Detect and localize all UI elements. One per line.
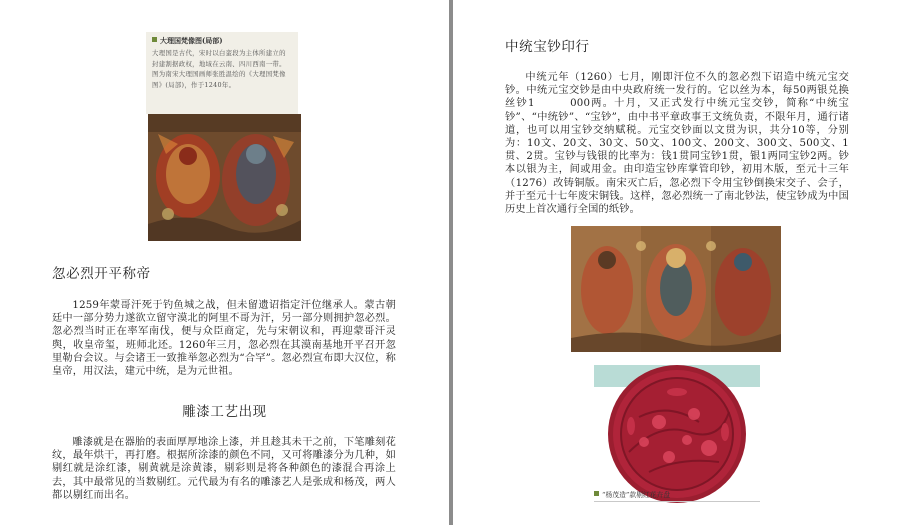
image-caption-box xyxy=(146,32,298,114)
caption-body: 大理国是古代，宋时以白蛮段为主体所建立的封建割据政权，地域在云南、四川西南一带。图为南宋大理国画师张胜温绘的《大理国梵像图》(局部)，作于1240年。 xyxy=(152,49,286,89)
carved-lacquer-plate-image xyxy=(599,362,756,507)
caption-underline xyxy=(594,501,760,502)
buddhist-mural-illustration xyxy=(571,226,781,352)
section-paragraph-paper-money xyxy=(505,71,849,216)
left-page xyxy=(0,0,449,525)
paragraph-text: 1259年蒙哥汗死于钓鱼城之战，但未留遗诏指定汗位继承人。蒙古朝廷中一部分势力遂欲立留守漠北的阿里不哥为汗，另一部分则拥护忽必烈。忽必烈当时正在率军南伐，便与众臣商定，先与宋朝议和，再迎蒙哥汗灵舆，收皇帝玺，班师北还。1260年三月，忽必烈在其漠南基地开平召开忽里勒台会议。与会诸王一致推举忽必烈为“合罕”。忽必烈宣布即大汉位，称皇帝，用汉法，建元中统，是为元世祖。 xyxy=(52,300,396,378)
section-heading-kublai: 忽必烈开平称帝 xyxy=(52,266,151,282)
mural-painting-illustration xyxy=(148,114,301,241)
section-heading-paper-money: 中统宝钞印行 xyxy=(505,39,590,55)
buddhist-mural-image xyxy=(571,226,781,352)
section-heading-lacquer: 雕漆工艺出现 xyxy=(182,404,267,420)
caption-title: 大理国梵像图(局部) xyxy=(160,36,223,45)
paragraph-text: 中统元年（1260）七月，刚即汗位不久的忽必烈下诏造中统元宝交钞。中统元宝交钞是由中央政府统一发行的。它以丝为本，每50两银兑换丝钞1 000两。十月，又正式发行中统元宝交钞，简称“中统宝钞”、“中统钞”、“宝钞”，由中书平章政事王文统负责，不限年月，通行诸道，也可以用宝钞交纳赋税。元宝交钞面以文贯为识，共分10等，分别为：10文、20文、30文、50文、100文、200文、300文、500文、1贯、2贯。宝钞与钱银的比率为：钱1贯同宝钞1贯，银1两同宝钞2两。钞本以银为主，间或用金。由印造宝钞库掌管印钞，初用木版，至元十三年（1276）改铸铜版。南宋灭亡后，忽必烈下令用宝钞倒换宋交子、会子，并于至元十七年废宋铜钱。这样，忽必烈统一了南北钞法，使宝钞成为中国历史上首次通行全国的纸钞。 xyxy=(505,72,849,216)
right-page xyxy=(453,0,900,525)
mural-painting-image xyxy=(148,114,301,241)
caption-bullet-icon xyxy=(152,37,157,42)
carved-lacquer-plate-illustration xyxy=(599,362,756,507)
paragraph-text: 雕漆就是在器胎的表面厚厚地涂上漆，并且趁其未干之前，下笔雕刻花纹，最年烘干，再打磨。根据所涂漆的颜色不同，又可将雕漆分为几种，如剔红就是涂红漆，剔黄就是涂黄漆，剔彩则是将各种颜色的漆混合再涂上去，其中最常见的当数剔红。元代最为有名的雕漆艺人是张成和杨茂，两人都以剔红而出名。 xyxy=(52,437,396,501)
caption-bullet-icon xyxy=(594,491,599,496)
section-paragraph-kublai xyxy=(52,299,396,378)
lacquer-plate-caption: “杨茂造”款剔红花卉盘 xyxy=(602,491,671,499)
section-paragraph-lacquer xyxy=(52,436,396,502)
